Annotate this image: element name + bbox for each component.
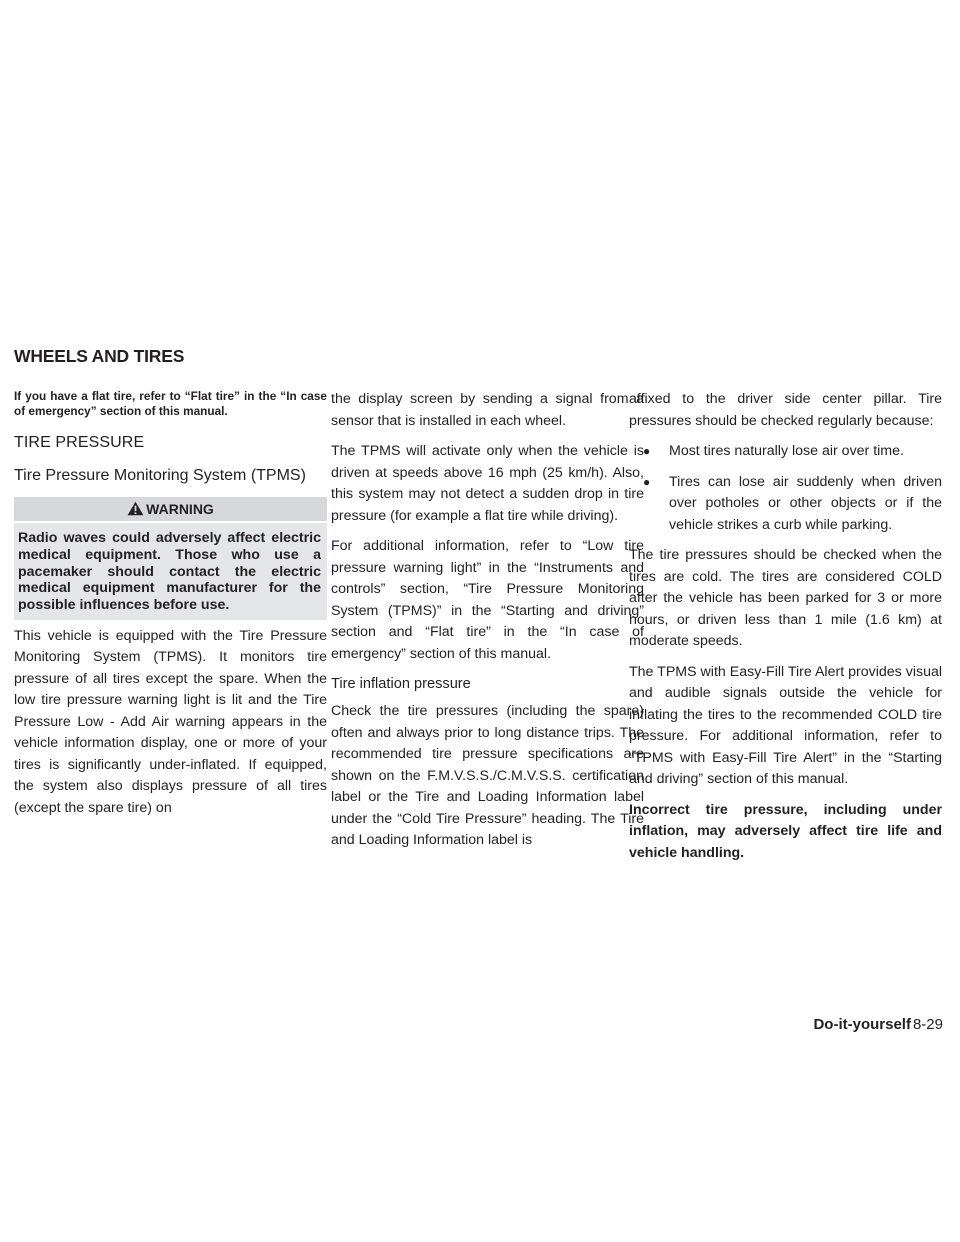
display-screen-paragraph: the display screen by sending a signal from a sensor that is installed in each wheel. (331, 391, 644, 429)
additional-info-paragraph: For additional information, refer to “Low tire pressure warning light” in the “Instruments and controls” section, “Tire Pressure Monitoring System (TPMS)” in the “Starting and driving” section and “Flat tire” in the “In case of emergency” section of this manual. (331, 538, 644, 662)
label-location-paragraph: affixed to the driver side center pillar. Tire pressures should be checked regularly because: (629, 391, 942, 429)
tpms-paragraph: This vehicle is equipped with the Tire Pressure Monitoring System (TPMS). It monitors tire pressure of all tires except the spare. When the low tire pressure warning light is lit and the Tire Pressure Low - Add Air warning appears in the vehicle information display, one or more of your tires is significantly under-inflated. If equipped, the system also displays pressure of all tires (except the spare tire) on (14, 627, 327, 816)
tpms-heading: Tire Pressure Monitoring System (TPMS) (14, 467, 306, 484)
section-title: WHEELS AND TIRES (14, 346, 185, 366)
footer-section-label: Do-it-yourself (813, 1016, 911, 1033)
page-footer (813, 1016, 943, 1033)
check-pressure-paragraph: Check the tire pressures (including the spare) often and always prior to long distance trips. The recommended tire pressure specifications are shown on the F.M.V.S.S./C.M.V.S.S. certification label or the Tire and Loading Information label under the “Cold Tire Pressure” heading. The Tire and Loading Information label is (331, 703, 644, 848)
incorrect-pressure-warning: Incorrect tire pressure, including under inflation, may adversely affect tire life and vehicle handling. (629, 801, 942, 861)
bullet-icon: ● (643, 474, 651, 489)
column-3 (629, 389, 942, 873)
bullet-icon: ● (643, 444, 651, 458)
easy-fill-paragraph: The TPMS with Easy-Fill Tire Alert provides visual and audible signals outside the vehicle for inflating the tires to the recommended COLD tire pressure. For additional information, refer to “TPMS with Easy-Fill Tire Alert” in the “Starting and driving” section of this manual. (629, 663, 942, 787)
column-2 (331, 389, 644, 861)
warning-text: Radio waves could adversely affect electric medical equipment. Those who use a pacemaker should contact the electric medical equipment manufacturer for the possible influences before use. (14, 523, 327, 620)
list-item: ● Tires can lose air suddenly when driven over potholes or other objects or if the vehicle strikes a curb while parking. (643, 473, 942, 533)
flat-tire-note: If you have a flat tire, refer to “Flat tire” in the “In case of emergency” section of this manual. (14, 389, 327, 418)
column-1 (14, 389, 327, 828)
tire-pressure-heading: TIRE PRESSURE (14, 434, 145, 451)
warning-title: WARNING (146, 501, 214, 517)
cold-tires-paragraph: The tire pressures should be checked when the tires are cold. The tires are considered COLD after the vehicle has been parked for 3 or more hours, or driven less than 1 mile (1.6 km) at moderate speeds. (629, 547, 942, 649)
list-item: ● Most tires naturally lose air over time. (629, 441, 942, 463)
warning-header (14, 497, 327, 521)
tire-inflation-heading: Tire inflation pressure (331, 676, 471, 692)
warning-icon (127, 499, 144, 523)
activation-paragraph: The TPMS will activate only when the vehicle is driven at speeds above 16 mph (25 km/h). Also, this system may not detect a sudden drop in tire pressure (for example a flat tire while driving). (331, 443, 644, 524)
page-number: 8-29 (912, 1016, 943, 1033)
